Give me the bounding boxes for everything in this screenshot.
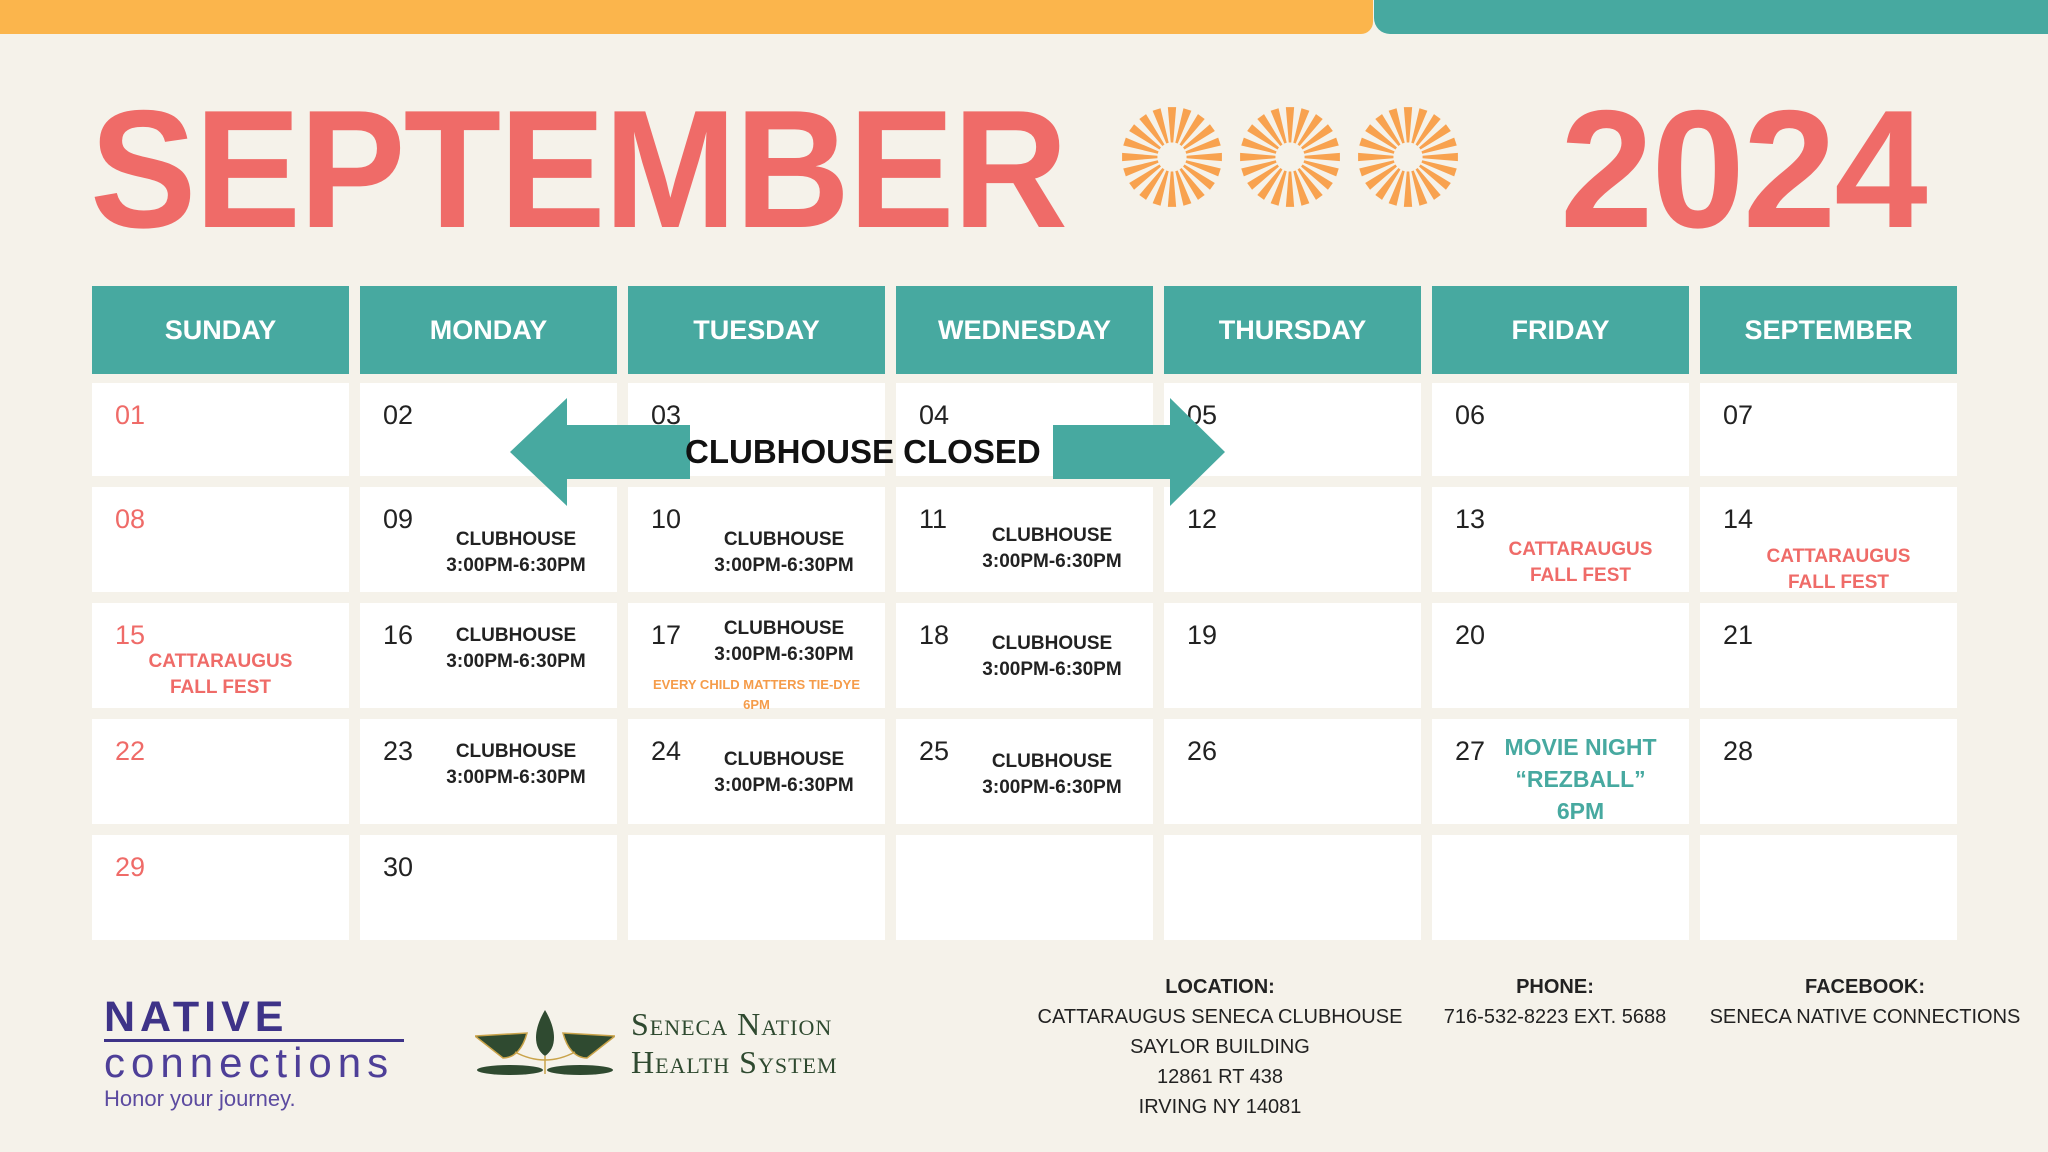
clubhouse-closed-label: CLUBHOUSE CLOSED: [685, 433, 1041, 470]
clubhouse-event: CLUBHOUSE 3:00PM-6:30PM: [982, 751, 1122, 798]
day-number: 22: [115, 736, 146, 766]
day-number: 01: [115, 400, 146, 430]
empty-day-cell: [1164, 835, 1421, 940]
day-cell: [92, 383, 349, 476]
day-cell: [896, 719, 1153, 824]
day-number: 24: [651, 736, 682, 766]
month-title: SEPTEMBER: [90, 75, 1067, 263]
day-number: 11: [919, 504, 948, 534]
day-number: 21: [1723, 620, 1754, 650]
clubhouse-event: CLUBHOUSE 3:00PM-6:30PM: [446, 741, 586, 788]
day-cell: [92, 719, 349, 824]
day-number: 14: [1723, 504, 1754, 534]
day-cell: [628, 719, 885, 824]
empty-day-cell: [1432, 835, 1689, 940]
facebook-info: FACEBOOK: SENECA NATIVE CONNECTIONS: [1709, 976, 2021, 1028]
leaf-icon: [475, 1008, 615, 1078]
day-cell: [1164, 719, 1421, 824]
day-number: 18: [919, 620, 950, 650]
weekday-header: WEDNESDAY: [896, 286, 1153, 374]
empty-day-cell: [1700, 835, 1957, 940]
day-cell: [628, 603, 885, 712]
day-number: 25: [919, 736, 950, 766]
sunburst-icon: [1356, 105, 1460, 209]
weekday-header: FRIDAY: [1432, 286, 1689, 374]
day-cell: [1700, 719, 1957, 824]
day-number: 29: [115, 852, 146, 882]
day-cell: [1432, 383, 1689, 476]
day-number: 17: [651, 620, 682, 650]
sunburst-decoration: [1120, 105, 1460, 209]
weekday-header-row: [92, 286, 1957, 374]
day-number: 04: [919, 400, 950, 430]
sunburst-icon: [1120, 105, 1224, 209]
day-cell: [92, 835, 349, 940]
arrow-left-icon: [510, 398, 690, 506]
day-number: 16: [383, 620, 414, 650]
fall-fest-event: CATTARAUGUS FALL FEST: [148, 651, 293, 698]
top-bar-teal: [1374, 0, 2048, 34]
weekday-header: SUNDAY: [92, 286, 349, 374]
location-info: LOCATION: CATTARAUGUS SENECA CLUBHOUSE SAYLOR BUILDING 12861 RT 438 IRVING NY 14081: [1037, 976, 1403, 1118]
day-cell: [1432, 603, 1689, 708]
clubhouse-event: CLUBHOUSE 3:00PM-6:30PM: [714, 618, 854, 665]
day-number: 10: [651, 504, 682, 534]
day-number: 30: [383, 852, 414, 882]
clubhouse-event: CLUBHOUSE 3:00PM-6:30PM: [982, 633, 1122, 680]
native-connections-logo: NATIVE connections Honor your journey.: [104, 996, 404, 1112]
weekday-header: TUESDAY: [628, 286, 885, 374]
day-cell: [1700, 383, 1957, 476]
day-number: 07: [1723, 400, 1754, 430]
seneca-nation-logo: Seneca Nation Health System: [475, 1005, 838, 1082]
day-number: 23: [383, 736, 414, 766]
day-number: 05: [1187, 400, 1218, 430]
day-number: 06: [1455, 400, 1486, 430]
day-cell: [360, 719, 617, 824]
day-number: 12: [1187, 504, 1218, 534]
day-number: 02: [383, 400, 414, 430]
clubhouse-event: CLUBHOUSE 3:00PM-6:30PM: [446, 625, 586, 672]
day-cell: [360, 603, 617, 708]
empty-day-cell: [896, 835, 1153, 940]
day-number: 26: [1187, 736, 1218, 766]
day-number: 15: [115, 620, 146, 650]
clubhouse-event: CLUBHOUSE 3:00PM-6:30PM: [714, 529, 854, 576]
weekday-header: MONDAY: [360, 286, 617, 374]
day-number: 09: [383, 504, 414, 534]
day-cell: [896, 603, 1153, 708]
day-cell: [1432, 487, 1689, 592]
empty-day-cell: [628, 835, 885, 940]
phone-info: PHONE: 716-532-8223 EXT. 5688: [1443, 976, 1667, 1028]
fall-fest-event: CATTARAUGUS FALL FEST: [1508, 539, 1653, 586]
day-number: 03: [651, 400, 682, 430]
movie-night-event: MOVIE NIGHT “REZBALL” 6PM: [1504, 734, 1657, 825]
day-cell: [1164, 603, 1421, 708]
top-bar-orange: [0, 0, 1373, 34]
day-number: 13: [1455, 504, 1486, 534]
clubhouse-event: CLUBHOUSE 3:00PM-6:30PM: [714, 749, 854, 796]
day-cell: [360, 835, 617, 940]
day-number: 27: [1455, 736, 1486, 766]
sunburst-icon: [1238, 105, 1342, 209]
day-number: 19: [1187, 620, 1218, 650]
clubhouse-event: CLUBHOUSE 3:00PM-6:30PM: [446, 529, 586, 576]
year-title: 2024: [1560, 75, 1926, 263]
clubhouse-event: CLUBHOUSE 3:00PM-6:30PM: [982, 525, 1122, 572]
tie-dye-event: EVERY CHILD MATTERS TIE-DYE 6PM: [652, 677, 861, 712]
day-cell: [1700, 487, 1957, 592]
weekday-header: SEPTEMBER: [1700, 286, 1957, 374]
day-cell: [1432, 719, 1689, 824]
day-cell: [92, 487, 349, 592]
fall-fest-event: CATTARAUGUS FALL FEST: [1766, 546, 1911, 593]
day-cell: [1700, 603, 1957, 708]
weekday-header: THURSDAY: [1164, 286, 1421, 374]
day-cell: [92, 603, 349, 708]
day-number: 28: [1723, 736, 1754, 766]
day-number: 20: [1455, 620, 1486, 650]
day-number: 08: [115, 504, 146, 534]
arrow-right-icon: [1053, 398, 1225, 506]
